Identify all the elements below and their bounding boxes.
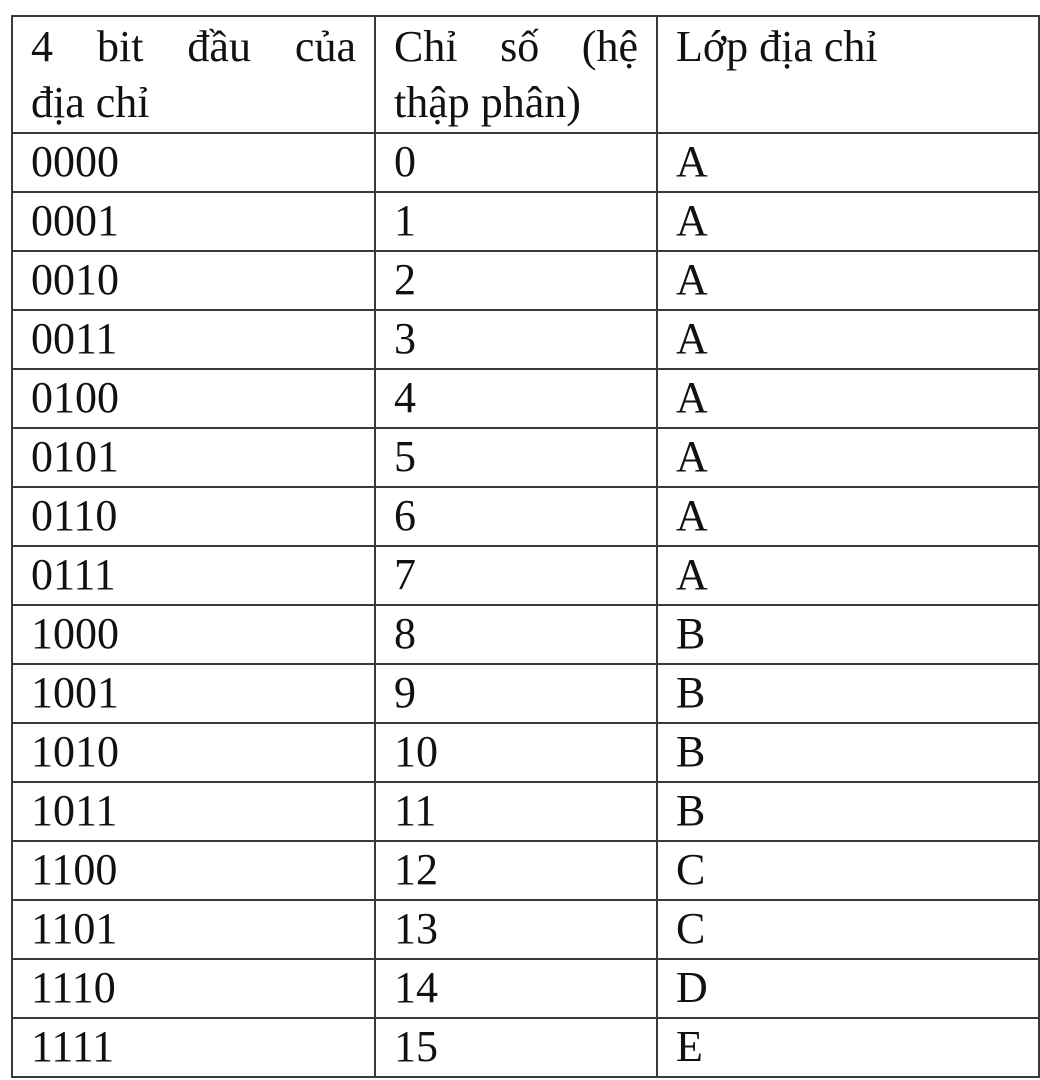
class-cell: B [657,723,1039,782]
table-row [12,546,1039,605]
decimal-cell: 3 [375,310,657,369]
ip-class-table [11,15,1040,1078]
table-row [12,605,1039,664]
decimal-cell: 0 [375,133,657,192]
class-cell: B [657,782,1039,841]
class-cell: A [657,251,1039,310]
class-cell: A [657,546,1039,605]
decimal-cell: 10 [375,723,657,782]
class-cell: A [657,369,1039,428]
table-row [12,723,1039,782]
bits-cell: 1100 [12,841,375,900]
table-row [12,133,1039,192]
header-decimal-index: Chỉ số (hệ thập phân) [375,16,657,133]
decimal-cell: 8 [375,605,657,664]
decimal-cell: 6 [375,487,657,546]
bits-cell: 0010 [12,251,375,310]
decimal-cell: 14 [375,959,657,1018]
class-cell: B [657,605,1039,664]
table-row [12,782,1039,841]
class-cell: B [657,664,1039,723]
table-row [12,959,1039,1018]
class-cell: C [657,900,1039,959]
class-cell: E [657,1018,1039,1077]
header-first-4-bits: 4 bit đầu của địa chỉ [12,16,375,133]
class-cell: D [657,959,1039,1018]
bits-cell: 0100 [12,369,375,428]
table-row [12,487,1039,546]
class-cell: C [657,841,1039,900]
table-row [12,369,1039,428]
bits-cell: 0101 [12,428,375,487]
class-cell: A [657,487,1039,546]
class-cell: A [657,428,1039,487]
bits-cell: 1110 [12,959,375,1018]
decimal-cell: 12 [375,841,657,900]
decimal-cell: 13 [375,900,657,959]
bits-cell: 0000 [12,133,375,192]
table-row [12,1018,1039,1077]
class-cell: A [657,133,1039,192]
decimal-cell: 7 [375,546,657,605]
bits-cell: 1101 [12,900,375,959]
decimal-cell: 2 [375,251,657,310]
class-cell: A [657,192,1039,251]
decimal-cell: 11 [375,782,657,841]
table-row [12,900,1039,959]
decimal-cell: 1 [375,192,657,251]
bits-cell: 1111 [12,1018,375,1077]
table-row [12,841,1039,900]
bits-cell: 1010 [12,723,375,782]
class-cell: A [657,310,1039,369]
table-row [12,310,1039,369]
table-row [12,664,1039,723]
bits-cell: 1000 [12,605,375,664]
bits-cell: 1001 [12,664,375,723]
table-row [12,192,1039,251]
bits-cell: 0111 [12,546,375,605]
table-row [12,251,1039,310]
decimal-cell: 4 [375,369,657,428]
bits-cell: 0011 [12,310,375,369]
decimal-cell: 5 [375,428,657,487]
header-row [12,16,1039,133]
header-address-class: Lớp địa chỉ [657,16,1039,133]
bits-cell: 0001 [12,192,375,251]
bits-cell: 1011 [12,782,375,841]
table-row [12,428,1039,487]
decimal-cell: 9 [375,664,657,723]
bits-cell: 0110 [12,487,375,546]
decimal-cell: 15 [375,1018,657,1077]
